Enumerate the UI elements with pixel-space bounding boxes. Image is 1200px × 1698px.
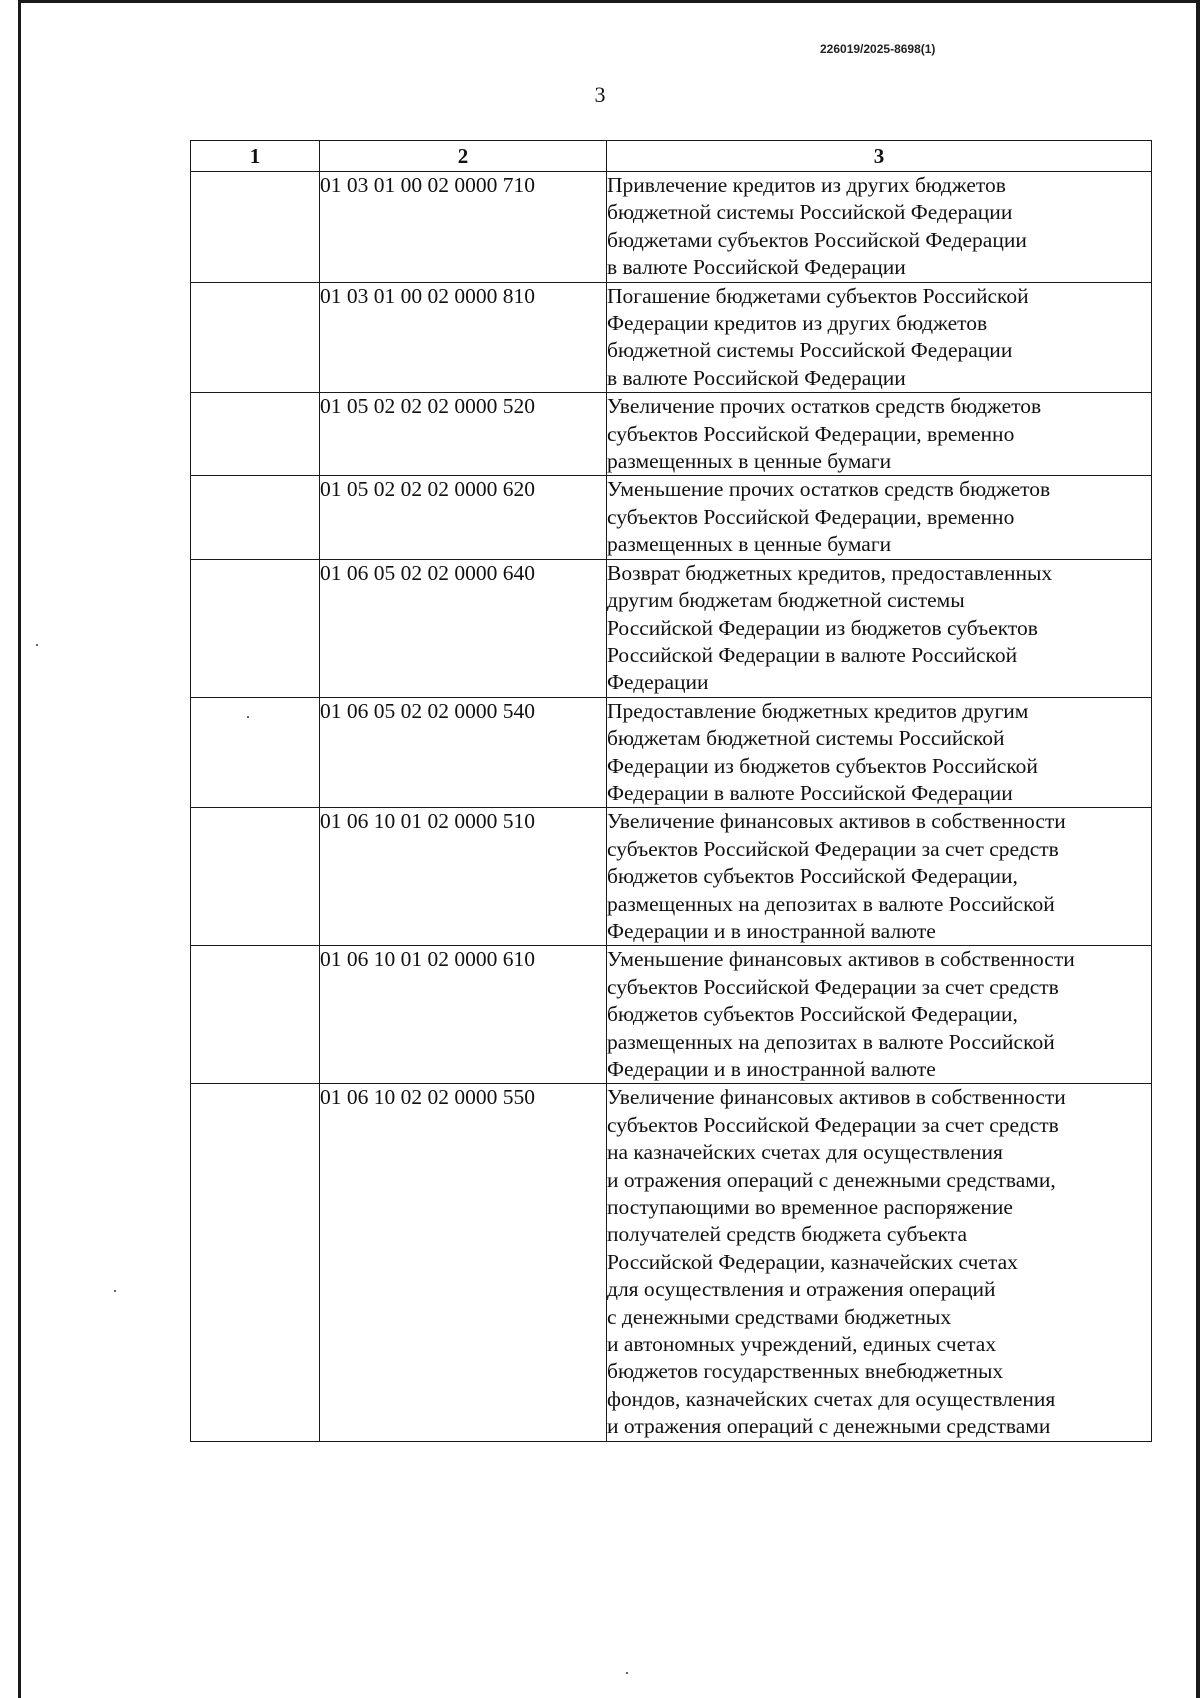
table-row <box>191 808 1152 946</box>
budget-code-cell: 01 05 02 02 02 0000 620 <box>320 476 607 559</box>
description-cell <box>607 559 1152 697</box>
description-cell <box>607 946 1152 1084</box>
row-number-cell <box>191 808 320 946</box>
scan-border-right <box>1196 0 1200 1698</box>
description-line: бюджетов субъектов Российской Федерации, <box>607 864 1018 889</box>
scan-speck <box>114 1290 116 1292</box>
row-number-cell <box>191 946 320 1084</box>
description-line: для осуществления и отражения операций <box>607 1277 996 1302</box>
description-line: на казначейских счетах для осуществления <box>607 1140 1003 1165</box>
description-line: субъектов Российской Федерации за счет средств <box>607 836 1059 861</box>
description-line: субъектов Российской Федерации за счет средств <box>607 974 1059 999</box>
description-line: Федерации <box>607 670 709 695</box>
description-line: в валюте Российской Федерации <box>607 365 906 390</box>
budget-code-cell: 01 03 01 00 02 0000 710 <box>320 172 607 283</box>
description-line: поступающими во временное распоряжение <box>607 1195 1013 1220</box>
scan-border-left <box>18 0 21 1698</box>
table-row <box>191 946 1152 1084</box>
description-line: Уменьшение прочих остатков средств бюджетов <box>607 477 1051 502</box>
description-line: Привлечение кредитов из других бюджетов <box>607 173 1006 197</box>
description-line: Российской Федерации в валюте Российской <box>607 642 1018 667</box>
description-line: Федерации кредитов из других бюджетов <box>607 311 988 336</box>
budget-sources-table <box>190 140 1152 1442</box>
row-number-cell <box>191 1084 320 1441</box>
description-line: получателей средств бюджета субъекта <box>607 1222 967 1247</box>
description-cell <box>607 697 1152 808</box>
description-cell <box>607 1084 1152 1441</box>
description-cell <box>607 172 1152 283</box>
table-header-row <box>191 141 1152 172</box>
description-line: бюджетами субъектов Российской Федерации <box>607 227 1027 252</box>
table-row <box>191 697 1152 808</box>
description-line: Увеличение финансовых активов в собственности <box>607 809 1066 834</box>
description-line: другим бюджетам бюджетной системы <box>607 588 965 613</box>
table-row <box>191 476 1152 559</box>
description-line: с денежными средствами бюджетных <box>607 1304 952 1329</box>
description-line: фондов, казначейских счетах для осуществления <box>607 1386 1056 1411</box>
budget-code-cell: 01 06 05 02 02 0000 540 <box>320 697 607 808</box>
description-line: субъектов Российской Федерации за счет средств <box>607 1112 1059 1137</box>
description-cell <box>607 808 1152 946</box>
budget-code-cell: 01 06 10 02 02 0000 550 <box>320 1084 607 1441</box>
description-line: и отражения операций с денежными средствами, <box>607 1167 1056 1192</box>
description-line: бюджетам бюджетной системы Российской <box>607 726 1005 751</box>
table-row <box>191 559 1152 697</box>
description-cell <box>607 282 1152 393</box>
budget-code-cell: 01 06 05 02 02 0000 640 <box>320 559 607 697</box>
table-row <box>191 172 1152 283</box>
description-line: размещенных на депозитах в валюте Российской <box>607 1029 1055 1054</box>
description-line: Уменьшение финансовых активов в собственности <box>607 947 1075 972</box>
budget-code-cell: 01 06 10 01 02 0000 510 <box>320 808 607 946</box>
description-line: бюджетов субъектов Российской Федерации, <box>607 1002 1018 1027</box>
table-body <box>191 172 1152 1442</box>
description-line: Увеличение прочих остатков средств бюджетов <box>607 394 1042 419</box>
budget-code-cell: 01 05 02 02 02 0000 520 <box>320 393 607 476</box>
budget-code-cell: 01 03 01 00 02 0000 810 <box>320 282 607 393</box>
description-line: бюджетов государственных внебюджетных <box>607 1359 1004 1384</box>
column-header-2: 2 <box>320 141 607 172</box>
description-line: субъектов Российской Федерации, временно <box>607 504 1015 529</box>
description-line: и отражения операций с денежными средствами <box>607 1414 1051 1439</box>
description-line: Российской Федерации, казначейских счетах <box>607 1249 1018 1274</box>
description-line: бюджетной системы Российской Федерации <box>607 338 1013 363</box>
description-line: Федерации из бюджетов субъектов Российской <box>607 753 1038 778</box>
row-number-cell <box>191 172 320 283</box>
description-line: Погашение бюджетами субъектов Российской <box>607 283 1029 308</box>
description-line: Возврат бюджетных кредитов, предоставленных <box>607 560 1053 585</box>
description-line: Федерации в валюте Российской Федерации <box>607 780 1013 805</box>
description-line: Предоставление бюджетных кредитов другим <box>607 698 1029 723</box>
description-line: Увеличение финансовых активов в собственности <box>607 1085 1066 1110</box>
row-number-cell <box>191 559 320 697</box>
description-line: в валюте Российской Федерации <box>607 255 906 280</box>
column-header-1: 1 <box>191 141 320 172</box>
column-header-3: 3 <box>607 141 1152 172</box>
scan-border-top <box>18 0 1200 3</box>
scan-speck <box>36 644 38 646</box>
scan-speck <box>626 1672 628 1674</box>
budget-code-cell: 01 06 10 01 02 0000 610 <box>320 946 607 1084</box>
description-line: субъектов Российской Федерации, временно <box>607 421 1015 446</box>
row-number-cell <box>191 282 320 393</box>
document-registration-number: 226019/2025-8698(1) <box>820 42 936 56</box>
description-line: и автономных учреждений, единых счетах <box>607 1332 997 1357</box>
row-number-cell <box>191 393 320 476</box>
row-number-cell <box>191 697 320 808</box>
description-line: бюджетной системы Российской Федерации <box>607 200 1013 225</box>
description-line: размещенных на депозитах в валюте Российской <box>607 891 1055 916</box>
description-line: Российской Федерации из бюджетов субъектов <box>607 615 1038 640</box>
page-number: 3 <box>594 82 606 107</box>
description-cell <box>607 393 1152 476</box>
table-row <box>191 282 1152 393</box>
table-row <box>191 1084 1152 1441</box>
table-row <box>191 393 1152 476</box>
description-line: размещенных в ценные бумаги <box>607 449 892 474</box>
description-line: Федерации и в иностранной валюте <box>607 1057 936 1081</box>
description-line: размещенных в ценные бумаги <box>607 532 892 557</box>
description-line: Федерации и в иностранной валюте <box>607 918 936 943</box>
row-number-cell <box>191 476 320 559</box>
description-cell <box>607 476 1152 559</box>
